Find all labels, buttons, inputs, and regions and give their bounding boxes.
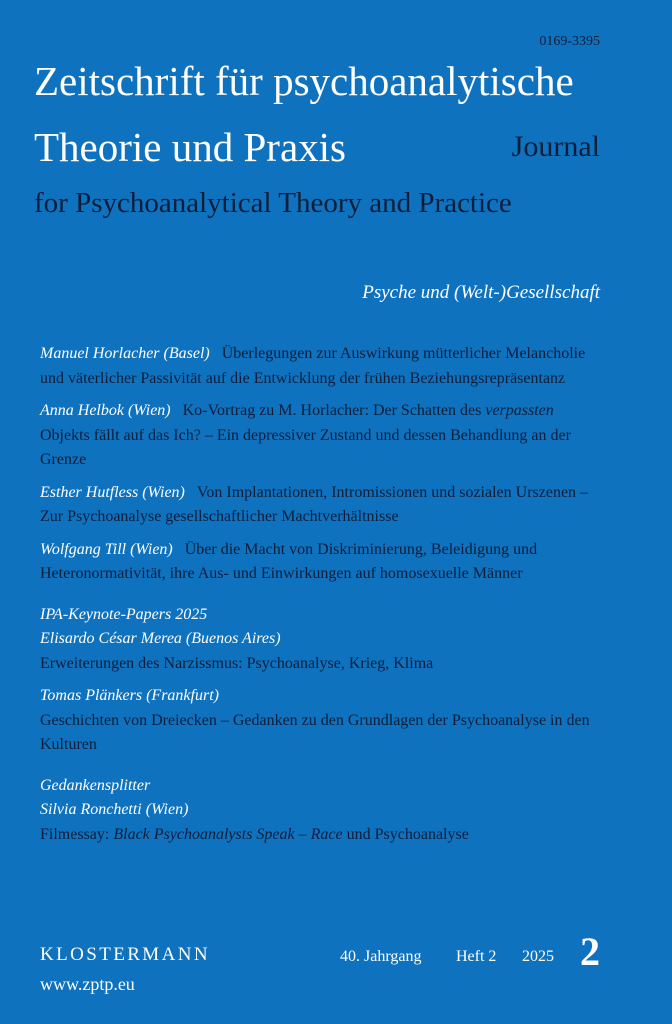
journal-title-line1: Zeitschrift für psychoanalytische bbox=[34, 58, 574, 104]
journal-title-english: for Psychoanalytical Theory and Practice bbox=[34, 187, 512, 219]
title-suffix: und Psychoanalyse bbox=[346, 825, 469, 843]
article-author: Elisardo César Merea (Buenos Aires) bbox=[40, 630, 281, 647]
section-heading-gedankensplitter: Gedankensplitter bbox=[40, 776, 151, 794]
section-heading-ipa: IPA-Keynote-Papers 2025 bbox=[40, 605, 208, 623]
article-title-cont: Objekts fällt auf das Ich? – Ein depressiver Zustand und dessen Behandlung an der Grenze bbox=[40, 426, 571, 468]
article-entry bbox=[40, 481, 600, 530]
article-author: Manuel Horlacher (Basel) bbox=[40, 345, 210, 362]
article-entry bbox=[40, 342, 600, 391]
article-author: Anna Helbok (Wien) bbox=[40, 402, 171, 419]
journal-label: Journal bbox=[511, 130, 600, 163]
issue-year: 2025 bbox=[522, 948, 554, 965]
race-word: Race bbox=[310, 825, 343, 843]
article-title-italic: verpassten bbox=[485, 402, 554, 419]
publisher-name: KLOSTERMANN bbox=[40, 944, 210, 965]
article-title: Ko-Vortrag zu M. Horlacher: Der Schatten des bbox=[182, 402, 482, 419]
article-title: Über die Macht von Diskriminierung, Beleidigung und Heteronormativität, ihre Aus- und Einwirkungen auf homosexuelle Männer bbox=[40, 540, 538, 582]
article-author: Wolfgang Till (Wien) bbox=[40, 540, 173, 558]
table-of-contents bbox=[40, 342, 600, 847]
issue-theme: Psyche und (Welt-)Gesellschaft bbox=[362, 282, 600, 303]
article-author: Esther Hutfless (Wien) bbox=[40, 483, 185, 501]
journal-title-line2: Theorie und Praxis bbox=[34, 124, 346, 170]
issue-label: Heft 2 bbox=[456, 948, 497, 965]
article-author: Tomas Plänkers (Frankfurt) bbox=[40, 687, 219, 704]
website-link[interactable]: www.zptp.eu bbox=[40, 974, 135, 994]
volume-label: 40. Jahrgang bbox=[340, 948, 422, 965]
issue-number: 2 bbox=[580, 929, 600, 974]
article-author: Silvia Ronchetti (Wien) bbox=[40, 801, 189, 818]
article-title bbox=[40, 823, 600, 848]
article-entry bbox=[40, 399, 600, 473]
article-title: Überlegungen zur Auswirkung mütterlicher Melancholie und väterlicher Passivität auf die Entwicklung der frühen Beziehungsrepräsentanz bbox=[40, 345, 586, 387]
article-title: Erweiterungen des Narzissmus: Psychoanalyse, Krieg, Klima bbox=[40, 654, 434, 672]
article-title: Geschichten von Dreiecken – Gedanken zu den Grundlagen der Psychoanalyse in den Kulturen bbox=[40, 711, 590, 753]
article-title: Von Implantationen, Intromissionen und sozialen Urszenen – Zur Psychoanalyse gesellschaftlicher Machtverhältnisse bbox=[40, 483, 589, 525]
issn: 0169-3395 bbox=[539, 34, 600, 49]
essay-prefix: Filmessay: bbox=[40, 825, 110, 843]
film-title: Black Psychoanalysts Speak bbox=[113, 825, 295, 843]
article-entry bbox=[40, 538, 600, 587]
title-dash: – bbox=[298, 825, 307, 843]
